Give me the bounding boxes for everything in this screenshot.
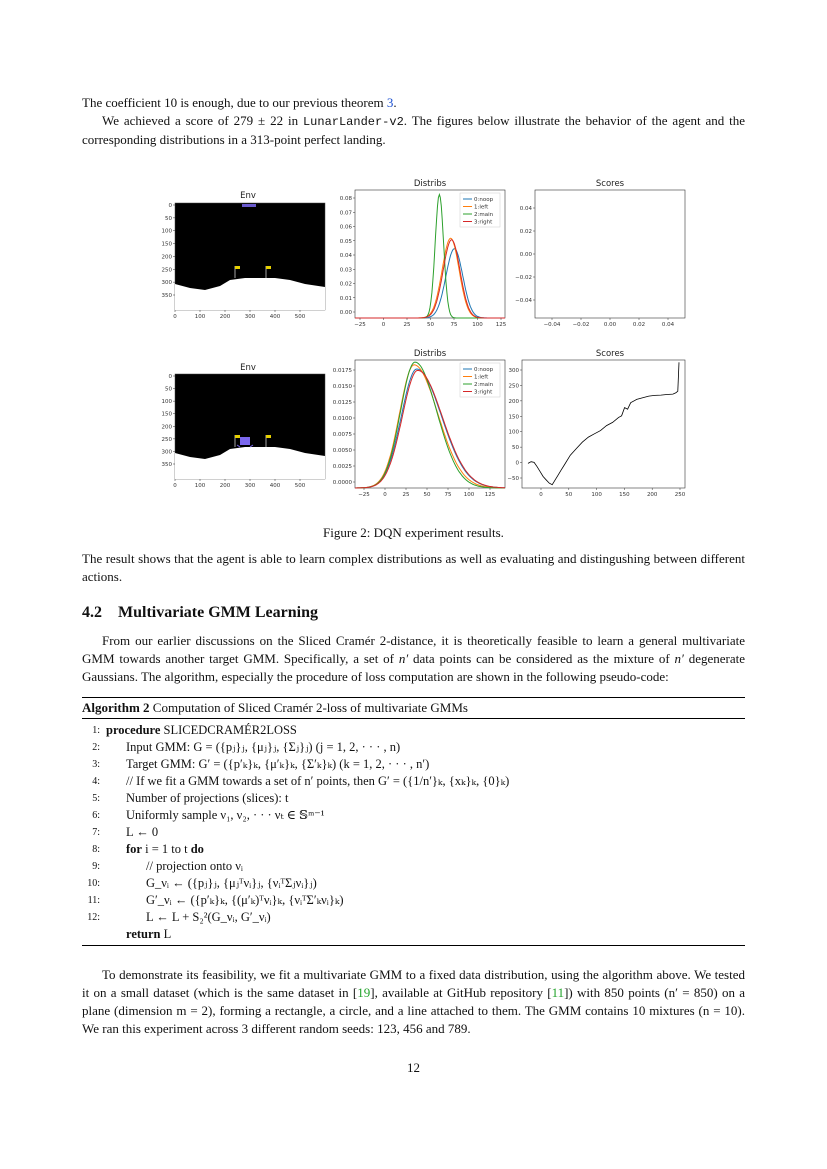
distrib-x-tick-label: 25 bbox=[403, 322, 411, 328]
scores-x-tick-label: 150 bbox=[619, 492, 630, 498]
line-number: 10: bbox=[87, 878, 100, 889]
env-y-tick-label: 50 bbox=[165, 386, 172, 393]
line-number: 1: bbox=[92, 725, 100, 736]
scores-y-tick-label: 50 bbox=[512, 445, 519, 452]
env-panel-bottom bbox=[162, 363, 326, 489]
distrib-y-tick-label: 0.0075 bbox=[332, 432, 352, 438]
theorem-ref-link[interactable]: 3 bbox=[386, 95, 394, 110]
intro-line-1: The coefficient 10 is enough, due to our previous theorem 3. bbox=[82, 95, 397, 110]
distribs-panel-top bbox=[340, 179, 507, 328]
env-y-tick-label: 350 bbox=[161, 462, 172, 468]
line-text: Number of projections (slices): t bbox=[126, 791, 289, 805]
legend-entry: 1:left bbox=[474, 204, 489, 211]
env-y-tick-label: 350 bbox=[161, 293, 172, 299]
algorithm-line bbox=[82, 926, 745, 943]
distrib-y-tick-label: 0.00 bbox=[339, 310, 352, 316]
algorithm-line bbox=[82, 790, 745, 807]
env-x-tick-label: 500 bbox=[294, 314, 306, 320]
env-x-tick-label: 100 bbox=[194, 483, 206, 489]
line-text: // projection onto νᵢ bbox=[146, 859, 243, 873]
scores-x-tick-label: −0.04 bbox=[543, 322, 561, 328]
env-x-tick-label: 400 bbox=[269, 314, 281, 320]
distrib-y-tick-label: 0.0125 bbox=[332, 400, 352, 406]
figure-dqn-results bbox=[150, 174, 690, 514]
scores-y-tick-label: 250 bbox=[508, 383, 519, 390]
line-number: 3: bbox=[92, 759, 100, 770]
section-heading: 4.2 Multivariate GMM Learning bbox=[82, 604, 318, 621]
figure-caption: Figure 2: DQN experiment results. bbox=[323, 525, 504, 540]
line-text: for i = 1 to t do bbox=[126, 842, 204, 856]
env-y-tick-label: 300 bbox=[161, 280, 172, 287]
env-x-tick-label: 100 bbox=[194, 314, 206, 320]
section-paragraph: From our earlier discussions on the Sliced Cramér 2-distance, it is theoretically feasible to learn a general multivariate GMM towards another target GMM. Specifically, a set of n′ data points can be considered as the mixture of n′ degenerate Gaussians. The algorithm, especially the procedure of loss computation are shown in the following pseudo-code: bbox=[82, 633, 746, 684]
legend-entry: 0:noop bbox=[474, 197, 494, 203]
env-x-tick-label: 300 bbox=[244, 314, 256, 320]
distrib-y-tick-label: 0.08 bbox=[339, 196, 352, 202]
distrib-x-tick-label: −25 bbox=[354, 322, 366, 328]
env-y-tick-label: 0 bbox=[168, 374, 172, 380]
scores-y-tick-label: −0.02 bbox=[515, 275, 532, 281]
env-x-tick-label: 0 bbox=[173, 483, 177, 489]
algorithm-block bbox=[82, 697, 745, 946]
distrib-x-tick-label: 0 bbox=[383, 492, 387, 498]
algorithm-line bbox=[82, 807, 745, 824]
page-number: 12 bbox=[407, 1060, 420, 1075]
distrib-x-tick-label: 100 bbox=[463, 492, 475, 498]
env-title-bottom: Env bbox=[240, 363, 256, 373]
distrib-y-tick-label: 0.0050 bbox=[332, 448, 352, 454]
line-text: // If we fit a GMM towards a set of n′ points, then G′ = ({1/n′}ₖ, {xₖ}ₖ, {0}ₖ) bbox=[126, 774, 510, 788]
distrib-x-tick-label: 50 bbox=[423, 492, 431, 498]
distrib-x-tick-label: 0 bbox=[381, 322, 386, 328]
scores-x-tick-label: −0.02 bbox=[572, 322, 590, 328]
env-x-tick-label: 500 bbox=[294, 483, 306, 489]
env-y-tick-label: 200 bbox=[161, 254, 172, 261]
env-title-top: Env bbox=[240, 191, 256, 201]
env-y-tick-label: 250 bbox=[161, 436, 172, 443]
citation-11-link[interactable]: 11 bbox=[551, 985, 565, 1000]
line-number: 8: bbox=[92, 844, 100, 855]
scores-y-tick-label: −0.04 bbox=[515, 298, 532, 304]
env-panel-top bbox=[162, 191, 326, 320]
line-text: G′_νᵢ ← ({p′ₖ}ₖ, {(μ′ₖ)ᵀνᵢ}ₖ, {νᵢᵀΣ′ₖνᵢ}ₖ) bbox=[146, 893, 344, 907]
distribs-title-bottom: Distribs bbox=[413, 349, 447, 359]
distrib-x-tick-label: 25 bbox=[402, 492, 410, 498]
scores-y-tick-label: 100 bbox=[508, 429, 519, 436]
algorithm-line bbox=[82, 722, 745, 739]
env-y-tick-label: 250 bbox=[161, 267, 172, 274]
legend-entry: 3:right bbox=[474, 219, 493, 226]
line-number: 7: bbox=[92, 827, 100, 838]
scores-y-tick-label: 300 bbox=[508, 368, 519, 374]
line-number: 4: bbox=[92, 776, 100, 787]
algorithm-line bbox=[82, 824, 745, 841]
env-x-tick-label: 200 bbox=[219, 314, 231, 320]
distrib-y-tick-label: 0.06 bbox=[339, 224, 352, 231]
line-number: 2: bbox=[92, 742, 100, 753]
scores-title-bottom: Scores bbox=[595, 349, 625, 359]
env-y-tick-label: 150 bbox=[161, 411, 172, 418]
algorithm-line bbox=[82, 841, 745, 858]
algorithm-line bbox=[82, 739, 745, 756]
distrib-y-tick-label: 0.0025 bbox=[332, 464, 352, 470]
distrib-y-tick-label: 0.07 bbox=[339, 210, 352, 217]
env-y-tick-label: 150 bbox=[161, 241, 172, 248]
line-number: 9: bbox=[92, 861, 100, 872]
scores-x-tick-label: 0 bbox=[539, 492, 543, 498]
scores-x-tick-label: 0.04 bbox=[661, 322, 675, 328]
scores-x-tick-label: 0.00 bbox=[603, 322, 617, 328]
distrib-y-tick-label: 0.04 bbox=[339, 253, 352, 259]
env-y-tick-label: 0 bbox=[168, 203, 172, 209]
legend-entry: 2:main bbox=[474, 382, 494, 388]
legend-entry: 2:main bbox=[474, 212, 494, 218]
scores-title-top: Scores bbox=[595, 179, 625, 189]
env-x-tick-label: 200 bbox=[219, 483, 231, 489]
line-text: Uniformly sample ν₁, ν₂, · · · νₜ ∈ 𝕊ᵐ⁻¹ bbox=[126, 808, 325, 822]
line-number: 5: bbox=[92, 793, 100, 804]
algorithm-line bbox=[82, 756, 745, 773]
distrib-x-tick-label: −25 bbox=[358, 492, 370, 498]
line-number: 11: bbox=[87, 895, 100, 906]
distrib-y-tick-label: 0.0150 bbox=[332, 384, 352, 390]
algorithm-line bbox=[82, 892, 745, 909]
env-x-tick-label: 300 bbox=[244, 483, 256, 489]
line-text: return L bbox=[126, 927, 172, 941]
distrib-y-tick-label: 0.0000 bbox=[332, 480, 352, 486]
final-paragraph: To demonstrate its feasibility, we fit a multivariate GMM to a fixed data distribution, using the algorithm above. We tested it on a small dataset (which is the same dataset in [19], available at GitHub repository [11]) with 850 points (n′ = 850) on a plane (dimension m = 2), forming a rectangle, a circle, and a line attached to them. The GMM contains 10 mixtures (n = 10). We ran this experiment across 3 different random seeds: 123, 456 and 789. bbox=[82, 967, 745, 1036]
scores-y-tick-label: 0.04 bbox=[519, 206, 532, 212]
distrib-y-tick-label: 0.0100 bbox=[332, 416, 352, 422]
line-text: Input GMM: G = ({pⱼ}ⱼ, {μⱼ}ⱼ, {Σⱼ}ⱼ) (j = 1, 2, · · · , n) bbox=[126, 740, 401, 754]
env-y-tick-label: 100 bbox=[161, 228, 172, 235]
line-number: 12: bbox=[87, 912, 100, 923]
distrib-y-tick-label: 0.01 bbox=[339, 295, 352, 302]
env-x-tick-label: 400 bbox=[269, 483, 281, 489]
scores-x-tick-label: 50 bbox=[565, 492, 573, 498]
algorithm-line bbox=[82, 858, 745, 875]
distrib-y-tick-label: 0.0175 bbox=[332, 368, 352, 374]
scores-y-tick-label: −50 bbox=[507, 476, 519, 482]
algorithm-line bbox=[82, 909, 745, 926]
line-text: Target GMM: G′ = ({p′ₖ}ₖ, {μ′ₖ}ₖ, {Σ′ₖ}ₖ) (k = 1, 2, · · · , n′) bbox=[126, 757, 430, 771]
scores-x-tick-label: 0.02 bbox=[632, 322, 646, 328]
scores-y-tick-label: 0.02 bbox=[519, 229, 532, 235]
legend-entry: 0:noop bbox=[474, 367, 494, 373]
line-text: procedure SLICEDCRAMÉR2LOSS bbox=[106, 723, 297, 737]
result-paragraph: The result shows that the agent is able to learn complex distributions as well as evaluating and distingushing between different actions. bbox=[82, 551, 745, 584]
distribs-panel-bottom bbox=[333, 349, 505, 498]
distrib-x-tick-label: 75 bbox=[444, 492, 452, 498]
distrib-x-tick-label: 125 bbox=[495, 322, 507, 328]
algorithm-line bbox=[82, 875, 745, 892]
distrib-x-tick-label: 125 bbox=[484, 492, 496, 498]
env-y-tick-label: 100 bbox=[161, 399, 172, 406]
distribs-title-top: Distribs bbox=[413, 179, 447, 189]
citation-19-link[interactable]: 19 bbox=[357, 985, 371, 1000]
distrib-y-tick-label: 0.02 bbox=[339, 281, 352, 288]
line-number: 6: bbox=[92, 810, 100, 821]
scores-x-tick-label: 250 bbox=[674, 492, 686, 498]
line-text: L ← 0 bbox=[126, 825, 159, 839]
distrib-y-tick-label: 0.05 bbox=[339, 238, 352, 245]
env-y-tick-label: 300 bbox=[161, 449, 172, 456]
algorithm-header: Algorithm 2 Computation of Sliced Cramér 2-loss of multivariate GMMs bbox=[82, 698, 745, 719]
algorithm-line bbox=[82, 773, 745, 790]
distrib-y-tick-label: 0.03 bbox=[339, 267, 352, 274]
intro-paragraph: We achieved a score of 279 ± 22 in LunarLander-v2. The figures below illustrate the behavior of the agent and the corresponding distributions in a 313-point perfect landing. bbox=[82, 113, 746, 147]
legend-entry: 3:right bbox=[474, 389, 493, 396]
line-text: L ← L + S₂²(G_νᵢ, G′_νᵢ) bbox=[146, 910, 271, 924]
env-y-tick-label: 50 bbox=[165, 215, 172, 222]
scores-panel-top bbox=[515, 179, 685, 328]
line-text: G_νᵢ ← ({pⱼ}ⱼ, {μⱼᵀνᵢ}ⱼ, {νᵢᵀΣⱼνᵢ}ⱼ) bbox=[146, 876, 317, 890]
scores-x-tick-label: 200 bbox=[646, 492, 658, 498]
scores-y-tick-label: 200 bbox=[508, 398, 519, 405]
scores-y-tick-label: 0 bbox=[515, 460, 519, 467]
distrib-x-tick-label: 75 bbox=[450, 322, 458, 328]
scores-y-tick-label: 0.00 bbox=[519, 252, 532, 258]
scores-x-tick-label: 100 bbox=[591, 492, 602, 498]
env-y-tick-label: 200 bbox=[161, 424, 172, 431]
scores-y-tick-label: 150 bbox=[508, 414, 519, 421]
legend-entry: 1:left bbox=[474, 374, 489, 381]
distrib-x-tick-label: 100 bbox=[472, 322, 483, 328]
scores-panel-bottom bbox=[507, 349, 685, 498]
distrib-x-tick-label: 50 bbox=[427, 322, 434, 328]
env-x-tick-label: 0 bbox=[173, 314, 177, 320]
